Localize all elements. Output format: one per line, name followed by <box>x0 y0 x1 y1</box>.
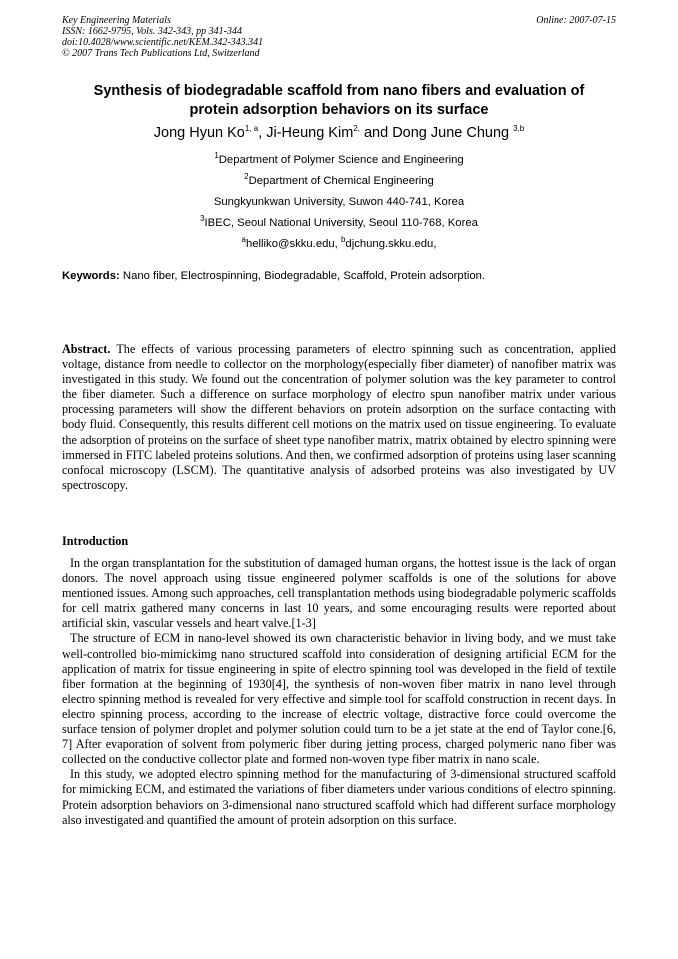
affiliation-university: Sungkyunkwan University, Suwon 440-741, Korea <box>213 196 465 208</box>
copyright-line: © 2007 Trans Tech Publications Ltd, Switzerland <box>62 48 260 59</box>
title-line-2: protein adsorption behaviors on its surface <box>189 102 489 118</box>
intro-paragraph-2: The structure of ECM in nano-level showed its own characteristic behavior in living body, and we must take well-controlled bio-mimickimg nano structured scaffold into consideration of designing artificial ECM for the application of matrix for tissue engineering in spite of electro spinning tool was developed in the field of textile fiber formation at the beginning of 1930[4], the synthesis of non-woven fiber matrix in nano level through electro spinning method is revealed for very effective and simple tool for scaffold construction in recent days. In electro spinning process, according to the increase of electric voltage, distractive force could overcome the surface tension of polymer droplet and polymer solution could turn to be a jet state at the end of Taylor cone.[6, 7] After evaporation of solvent from polymeric fiber during jetting process, charged polymeric nano fiber was collected on the conductive collector plate and formed non-woven type fiber matrix in nano scale. <box>62 631 616 767</box>
keywords-text: Nano fiber, Electrospinning, Biodegradable, Scaffold, Protein adsorption. <box>119 270 486 282</box>
abstract-label: Abstract. <box>62 342 111 356</box>
author-1: Jong Hyun Ko <box>153 125 245 141</box>
author-1-superscript: 1, a <box>244 124 259 134</box>
affiliation-2: $^2$Department of Chemical Engineering <box>244 172 434 187</box>
author-3-superscript: 3,b <box>513 124 525 134</box>
author-2-superscript: 2, <box>353 124 360 134</box>
title-line-1: Synthesis of biodegradable scaffold from nano fibers and evaluation of <box>93 83 585 99</box>
abstract <box>62 342 616 493</box>
keywords-label: Keywords: <box>62 270 120 282</box>
author-2: , Ji-Heung Kim <box>258 125 354 141</box>
doi-line: doi:10.4028/www.scientific.net/KEM.342-343.341 <box>62 37 264 48</box>
keywords <box>62 269 618 283</box>
email-line: $^a$helliko@skku.edu, $^b$djchung.skku.edu, <box>241 235 437 250</box>
affiliations <box>50 150 628 255</box>
author-list <box>50 124 628 142</box>
author-3: and Dong June Chung <box>359 125 514 141</box>
issn-line: ISSN: 1662-9795, Vols. 342-343, pp 341-344 <box>62 26 242 37</box>
introduction-body <box>62 556 616 828</box>
intro-paragraph-3: In this study, we adopted electro spinning method for the manufacturing of 3-dimensional structured scaffold for mimicking ECM, and estimated the variations of fiber diameters under various conditions of electro spinning. Protein adsorption behaviors on 3-dimensional nano structured scaffold which had different surface morphology also investigated and quantified the amount of protein adsorption on this surface. <box>62 767 616 827</box>
introduction-heading: Introduction <box>62 534 129 548</box>
online-date: Online: 2007-07-15 <box>536 15 616 26</box>
intro-paragraph-1: In the organ transplantation for the substitution of damaged human organs, the hottest issue is the lack of organ donors. The novel approach using tissue engineered polymer scaffolds is one of the solutions for above mentioned issues. Among such approaches, cell transplantation methods using biodegradable polymeric scaffolds for cell matrix gathered many concerns in last 10 years, and some encouraging results were reported about artificial skin, vascular vessels and heart valve.[1-3] <box>62 556 616 631</box>
journal-header <box>62 15 616 59</box>
abstract-text: The effects of various processing parameters of electro spinning such as concentration, applied voltage, distance from needle to collector on the morphology(especially fiber diameter) of nanofiber matrix was investigated in this study. We found out the concentration of polymer solution was the key parameter to control the fiber diameter. Such a difference on surface morphology of electro spun nanofiber matrix under various processing parameters will show the different behaviors on protein adsorption on the surface contacting with body fluid. Consequently, this results different cell motions on the matrix used on tissue engineering. To evaluate the adsorption of proteins on the surface of sheet type nanofiber matrix, matrix obtained by electro spinning were immersed in FITC labeled proteins solutions. And then, we confirmed adsorption of proteins using laser scanning confocal microscopy (LSCM). The quantitative analysis of adsorbed proteins was also investigated by UV spectroscopy. <box>62 342 616 492</box>
paper-title <box>50 82 628 120</box>
journal-name: Key Engineering Materials <box>62 15 171 26</box>
affiliation-1: $^1$Department of Polymer Science and Engineering <box>214 151 464 166</box>
affiliation-3: $^3$IBEC, Seoul National University, Seoul 110-768, Korea <box>200 214 478 229</box>
